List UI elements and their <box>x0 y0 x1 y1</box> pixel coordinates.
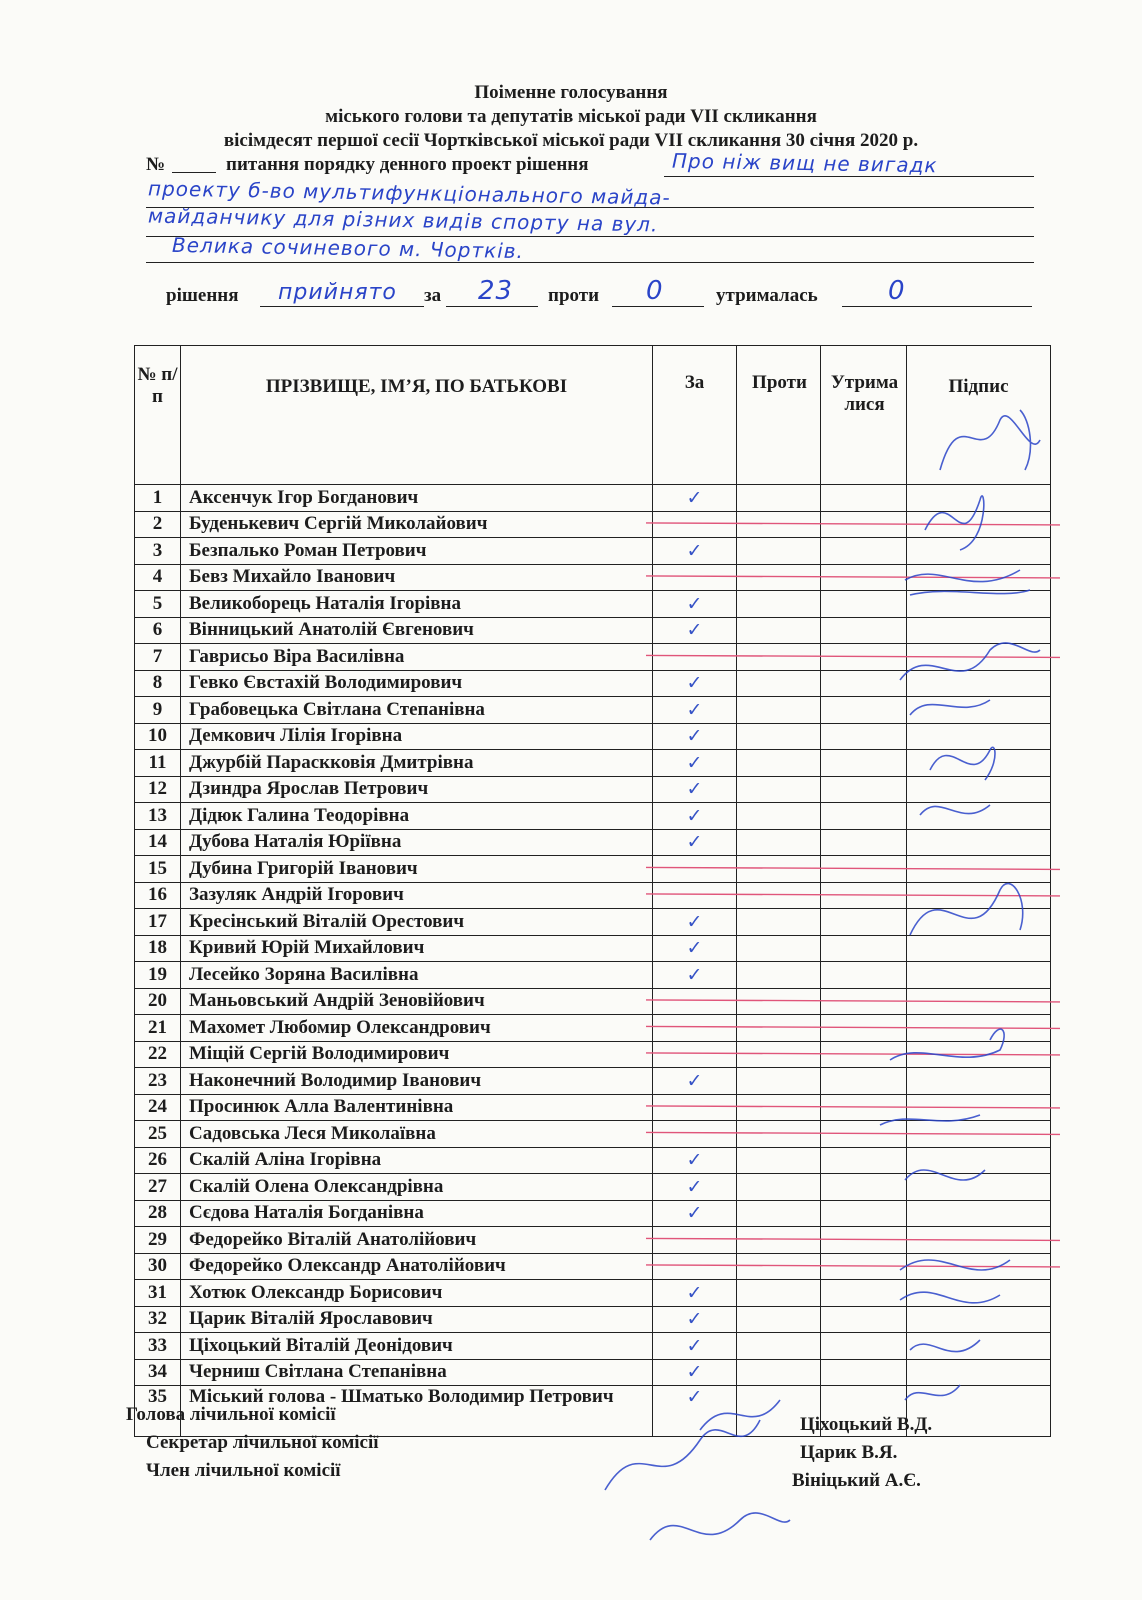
deputy-name: Бевз Михайло Іванович <box>181 564 653 591</box>
vote-abstain-cell <box>821 1227 907 1254</box>
row-number: 8 <box>135 670 181 697</box>
signature-cell <box>907 1306 1051 1333</box>
vote-for-cell <box>653 564 737 591</box>
table-row <box>135 723 1051 750</box>
row-number: 20 <box>135 988 181 1015</box>
vote-against-cell <box>737 1280 821 1307</box>
vote-for-cell: ✓ <box>653 1280 737 1307</box>
row-number: 2 <box>135 511 181 538</box>
table-row <box>135 1068 1051 1095</box>
handwritten-draft-line-1: Про ніж вищ не вигадк <box>671 148 938 178</box>
vote-for-cell: ✓ <box>653 829 737 856</box>
row-number: 24 <box>135 1094 181 1121</box>
table-row <box>135 1227 1051 1254</box>
vote-for-cell: ✓ <box>653 1333 737 1360</box>
table-row <box>135 1200 1051 1227</box>
deputy-name: Буденькевич Сергій Миколайович <box>181 511 653 538</box>
header-name: ПРІЗВИЩЕ, ІМ’Я, ПО БАТЬКОВІ <box>181 346 653 485</box>
abstain-blank <box>842 306 1032 307</box>
signature-cell <box>907 856 1051 883</box>
abstain-value: 0 <box>888 276 906 306</box>
abstain-label: утрималась <box>716 285 818 306</box>
vote-against-cell <box>737 511 821 538</box>
vote-for-cell: ✓ <box>653 1200 737 1227</box>
table-header-row <box>135 346 1051 485</box>
table-row <box>135 1253 1051 1280</box>
vote-for-cell <box>653 988 737 1015</box>
row-number: 35 <box>135 1386 181 1437</box>
table-row <box>135 988 1051 1015</box>
deputy-name: Дзиндра Ярослав Петрович <box>181 776 653 803</box>
deputy-name: Грабовецька Світлана Степанівна <box>181 697 653 724</box>
vote-for-cell <box>653 1015 737 1042</box>
table-row <box>135 909 1051 936</box>
vote-abstain-cell <box>821 1094 907 1121</box>
signature-cell <box>907 882 1051 909</box>
row-number: 32 <box>135 1306 181 1333</box>
deputy-name: Федорейко Віталій Анатолійович <box>181 1227 653 1254</box>
table-row <box>135 1041 1051 1068</box>
row-number: 19 <box>135 962 181 989</box>
deputy-name: Великоборець Наталія Ігорівна <box>181 591 653 618</box>
table-row <box>135 538 1051 565</box>
vote-against-cell <box>737 591 821 618</box>
header-signature: Підпис <box>907 346 1051 485</box>
row-number: 33 <box>135 1333 181 1360</box>
deputy-name: Зазуляк Андрій Ігорович <box>181 882 653 909</box>
vote-against-cell <box>737 538 821 565</box>
table-row <box>135 882 1051 909</box>
header-against: Проти <box>737 346 821 485</box>
signature-cell <box>907 1200 1051 1227</box>
table-row <box>135 485 1051 512</box>
row-number: 13 <box>135 803 181 830</box>
deputy-name: Ціхоцький Віталій Деонідович <box>181 1333 653 1360</box>
table-row <box>135 1094 1051 1121</box>
deputy-name: Джурбій Параскковія Дмитрівна <box>181 750 653 777</box>
row-number: 9 <box>135 697 181 724</box>
deputy-name: Гевко Євстахій Володимирович <box>181 670 653 697</box>
signature-cell <box>907 750 1051 777</box>
signature-cell <box>907 591 1051 618</box>
vote-for-cell: ✓ <box>653 803 737 830</box>
deputy-name: Хотюк Олександр Борисович <box>181 1280 653 1307</box>
signature-cell <box>907 962 1051 989</box>
vote-against-cell <box>737 644 821 671</box>
vote-abstain-cell <box>821 829 907 856</box>
row-number: 3 <box>135 538 181 565</box>
vote-against-cell <box>737 882 821 909</box>
deputy-name: Міщій Сергій Володимирович <box>181 1041 653 1068</box>
signature-cell <box>907 1121 1051 1148</box>
vote-abstain-cell <box>821 1147 907 1174</box>
vote-abstain-cell <box>821 1041 907 1068</box>
vote-for-cell: ✓ <box>653 1359 737 1386</box>
vote-for-cell: ✓ <box>653 909 737 936</box>
row-number: 17 <box>135 909 181 936</box>
row-number: 22 <box>135 1041 181 1068</box>
document-subtitle-line2: міського голови та депутатів міської ради VII скликання <box>325 106 817 127</box>
table-row <box>135 1147 1051 1174</box>
signature-cell <box>907 909 1051 936</box>
item-number-prefix: № <box>146 154 166 175</box>
table-row <box>135 856 1051 883</box>
vote-for-cell: ✓ <box>653 776 737 803</box>
vote-against-cell <box>737 1174 821 1201</box>
deputy-name: Махомет Любомир Олександрович <box>181 1015 653 1042</box>
deputy-name: Кресінський Віталій Орестович <box>181 909 653 936</box>
signature-cell <box>907 988 1051 1015</box>
against-label: проти <box>548 285 600 306</box>
table-row <box>135 1333 1051 1360</box>
row-number: 7 <box>135 644 181 671</box>
draft-line-1 <box>664 176 1034 177</box>
vote-abstain-cell <box>821 776 907 803</box>
vote-against-cell <box>737 617 821 644</box>
row-number: 6 <box>135 617 181 644</box>
handwritten-draft-line-3: майданчику для різних видів спорту на вул. <box>147 203 659 237</box>
table-row <box>135 750 1051 777</box>
table-row <box>135 803 1051 830</box>
signature-cell <box>907 776 1051 803</box>
table-row <box>135 1015 1051 1042</box>
table-row <box>135 776 1051 803</box>
vote-for-cell <box>653 856 737 883</box>
signature-cell <box>907 564 1051 591</box>
row-number: 34 <box>135 1359 181 1386</box>
row-number: 15 <box>135 856 181 883</box>
deputy-name: Скалій Олена Олександрівна <box>181 1174 653 1201</box>
vote-abstain-cell <box>821 935 907 962</box>
table-row <box>135 564 1051 591</box>
vote-against-cell <box>737 776 821 803</box>
deputy-name: Міський голова - Шматько Володимир Петрович <box>181 1386 653 1437</box>
vote-against-cell <box>737 1041 821 1068</box>
against-value: 0 <box>646 276 664 306</box>
deputy-name: Дубова Наталія Юріївна <box>181 829 653 856</box>
deputy-name: Садовська Леся Миколаївна <box>181 1121 653 1148</box>
deputy-name: Демкович Лілія Ігорівна <box>181 723 653 750</box>
table-row <box>135 962 1051 989</box>
vote-abstain-cell <box>821 1121 907 1148</box>
vote-for-cell: ✓ <box>653 1174 737 1201</box>
vote-against-cell <box>737 1253 821 1280</box>
signature-cell <box>907 829 1051 856</box>
deputy-name: Лесейко Зоряна Василівна <box>181 962 653 989</box>
vote-abstain-cell <box>821 591 907 618</box>
vote-for-cell <box>653 1227 737 1254</box>
signature-cell <box>907 1333 1051 1360</box>
vote-abstain-cell <box>821 1280 907 1307</box>
deputy-name: Аксенчук Ігор Богданович <box>181 485 653 512</box>
vote-against-cell <box>737 856 821 883</box>
vote-abstain-cell <box>821 882 907 909</box>
signature-cell <box>907 1253 1051 1280</box>
vote-abstain-cell <box>821 1306 907 1333</box>
for-label: за <box>424 285 442 306</box>
vote-against-cell <box>737 1333 821 1360</box>
vote-against-cell <box>737 1306 821 1333</box>
row-number: 5 <box>135 591 181 618</box>
header-abstain: Утрималися <box>821 346 907 485</box>
deputy-name: Черниш Світлана Степанівна <box>181 1359 653 1386</box>
table-row <box>135 1174 1051 1201</box>
vote-abstain-cell <box>821 617 907 644</box>
row-number: 1 <box>135 485 181 512</box>
table-row <box>135 935 1051 962</box>
row-number: 21 <box>135 1015 181 1042</box>
vote-against-cell <box>737 935 821 962</box>
vote-against-cell <box>737 1227 821 1254</box>
row-number: 14 <box>135 829 181 856</box>
deputy-name: Дідюк Галина Теодорівна <box>181 803 653 830</box>
vote-against-cell <box>737 803 821 830</box>
vote-for-cell: ✓ <box>653 723 737 750</box>
vote-for-cell <box>653 644 737 671</box>
vote-abstain-cell <box>821 1333 907 1360</box>
vote-against-cell <box>737 670 821 697</box>
row-number: 12 <box>135 776 181 803</box>
signature-cell <box>907 1227 1051 1254</box>
vote-against-cell <box>737 1094 821 1121</box>
deputy-name: Гаврисьо Віра Василівна <box>181 644 653 671</box>
row-number: 23 <box>135 1068 181 1095</box>
row-number: 26 <box>135 1147 181 1174</box>
document-subtitle-line3: вісімдесят першої сесії Чортківської міської ради VII скликання 30 січня 2020 р. <box>223 130 919 151</box>
signature-cell <box>907 803 1051 830</box>
signature-cell <box>907 935 1051 962</box>
vote-abstain-cell <box>821 538 907 565</box>
vote-against-cell <box>737 485 821 512</box>
vote-abstain-cell <box>821 644 907 671</box>
table-row <box>135 511 1051 538</box>
signature-cell <box>907 697 1051 724</box>
vote-against-cell <box>737 697 821 724</box>
handwritten-draft-line-2: проекту б-во мультифункціонального майда- <box>147 176 671 210</box>
vote-for-cell <box>653 882 737 909</box>
vote-against-cell <box>737 962 821 989</box>
row-number: 27 <box>135 1174 181 1201</box>
vote-for-cell: ✓ <box>653 1068 737 1095</box>
against-blank <box>612 306 704 307</box>
deputy-name: Просинюк Алла Валентинівна <box>181 1094 653 1121</box>
commission-chair-label: Голова лічильної комісії <box>126 1404 336 1425</box>
table-row <box>135 697 1051 724</box>
vote-for-cell: ✓ <box>653 935 737 962</box>
signature-cell <box>907 1359 1051 1386</box>
vote-for-cell: ✓ <box>653 617 737 644</box>
row-number: 29 <box>135 1227 181 1254</box>
vote-for-cell <box>653 1253 737 1280</box>
signature-cell <box>907 485 1051 512</box>
vote-abstain-cell <box>821 856 907 883</box>
vote-for-cell <box>653 1121 737 1148</box>
vote-for-cell: ✓ <box>653 670 737 697</box>
signature-cell <box>907 723 1051 750</box>
signature-cell <box>907 670 1051 697</box>
header-num: № п/п <box>135 346 181 485</box>
commission-chair-name: Ціхоцький В.Д. <box>800 1414 933 1435</box>
deputy-name: Вінницький Анатолій Євгенович <box>181 617 653 644</box>
vote-against-cell <box>737 1359 821 1386</box>
vote-against-cell <box>737 829 821 856</box>
vote-abstain-cell <box>821 1068 907 1095</box>
vote-for-cell: ✓ <box>653 962 737 989</box>
signature-cell <box>907 1094 1051 1121</box>
vote-abstain-cell <box>821 485 907 512</box>
for-value: 23 <box>478 276 514 306</box>
row-number: 28 <box>135 1200 181 1227</box>
vote-for-cell <box>653 511 737 538</box>
signature-cell <box>907 511 1051 538</box>
row-number: 25 <box>135 1121 181 1148</box>
vote-abstain-cell <box>821 723 907 750</box>
vote-for-cell: ✓ <box>653 1147 737 1174</box>
commission-secretary-name: Царик В.Я. <box>800 1442 898 1463</box>
row-number: 11 <box>135 750 181 777</box>
signature-cell <box>907 1147 1051 1174</box>
row-number: 16 <box>135 882 181 909</box>
table-row <box>135 1280 1051 1307</box>
vote-abstain-cell <box>821 988 907 1015</box>
row-number: 30 <box>135 1253 181 1280</box>
commission-signature-2 <box>650 1513 790 1540</box>
draft-line-4 <box>146 262 1034 263</box>
for-blank <box>446 306 538 307</box>
table-row <box>135 617 1051 644</box>
vote-against-cell <box>737 564 821 591</box>
vote-abstain-cell <box>821 670 907 697</box>
vote-abstain-cell <box>821 697 907 724</box>
vote-abstain-cell <box>821 1174 907 1201</box>
handwritten-draft-line-4: Велика сочиневого м. Чортків. <box>171 232 525 264</box>
deputy-name: Кривий Юрій Михайлович <box>181 935 653 962</box>
signature-cell <box>907 644 1051 671</box>
item-number-blank <box>172 172 216 173</box>
vote-against-cell <box>737 1015 821 1042</box>
vote-for-cell: ✓ <box>653 1306 737 1333</box>
vote-for-cell: ✓ <box>653 697 737 724</box>
signature-cell <box>907 1015 1051 1042</box>
item-label: питання порядку денного проект рішення <box>226 154 589 175</box>
vote-for-cell: ✓ <box>653 591 737 618</box>
deputy-name: Безпалько Роман Петрович <box>181 538 653 565</box>
table-row <box>135 829 1051 856</box>
deputy-name: Царик Віталій Ярославович <box>181 1306 653 1333</box>
signature-cell <box>907 1280 1051 1307</box>
vote-abstain-cell <box>821 1015 907 1042</box>
vote-against-cell <box>737 1121 821 1148</box>
vote-abstain-cell <box>821 909 907 936</box>
vote-against-cell <box>737 1147 821 1174</box>
vote-for-cell <box>653 1094 737 1121</box>
signature-cell <box>907 538 1051 565</box>
vote-for-cell: ✓ <box>653 538 737 565</box>
deputy-name: Наконечний Володимир Іванович <box>181 1068 653 1095</box>
row-number: 4 <box>135 564 181 591</box>
voting-table <box>134 345 1051 1437</box>
vote-for-cell: ✓ <box>653 750 737 777</box>
vote-abstain-cell <box>821 1200 907 1227</box>
row-number: 18 <box>135 935 181 962</box>
vote-against-cell <box>737 988 821 1015</box>
decision-value: прийнято <box>278 280 397 305</box>
vote-abstain-cell <box>821 564 907 591</box>
vote-abstain-cell <box>821 1253 907 1280</box>
table-row <box>135 1306 1051 1333</box>
deputy-name: Маньовський Андрій Зеновійович <box>181 988 653 1015</box>
deputy-name: Дубина Григорій Іванович <box>181 856 653 883</box>
commission-member-label: Член лічильної комісії <box>146 1460 341 1481</box>
vote-abstain-cell <box>821 1359 907 1386</box>
vote-abstain-cell <box>821 803 907 830</box>
table-row <box>135 670 1051 697</box>
signature-cell <box>907 1174 1051 1201</box>
row-number: 10 <box>135 723 181 750</box>
vote-abstain-cell <box>821 750 907 777</box>
document-title: Поіменне голосування <box>474 82 668 103</box>
vote-abstain-cell <box>821 511 907 538</box>
vote-for-cell <box>653 1041 737 1068</box>
vote-against-cell <box>737 750 821 777</box>
deputy-name: Сєдова Наталія Богданівна <box>181 1200 653 1227</box>
deputy-name: Скалій Аліна Ігорівна <box>181 1147 653 1174</box>
table-row <box>135 1121 1051 1148</box>
table-row <box>135 591 1051 618</box>
signature-cell <box>907 1068 1051 1095</box>
vote-against-cell <box>737 909 821 936</box>
table-row <box>135 1359 1051 1386</box>
decision-blank <box>260 306 424 307</box>
table-row <box>135 644 1051 671</box>
row-number: 31 <box>135 1280 181 1307</box>
header-for: За <box>653 346 737 485</box>
signature-cell <box>907 1041 1051 1068</box>
decision-label: рішення <box>166 285 239 306</box>
signature-cell <box>907 617 1051 644</box>
vote-against-cell <box>737 1200 821 1227</box>
vote-against-cell <box>737 723 821 750</box>
vote-against-cell <box>737 1068 821 1095</box>
deputy-name: Федорейко Олександр Анатолійович <box>181 1253 653 1280</box>
commission-secretary-label: Секретар лічильної комісії <box>146 1432 379 1453</box>
commission-member-name: Вініцький А.Є. <box>792 1470 921 1491</box>
vote-for-cell: ✓ <box>653 485 737 512</box>
vote-abstain-cell <box>821 962 907 989</box>
vote-for-cell: ✓ <box>653 1386 737 1437</box>
